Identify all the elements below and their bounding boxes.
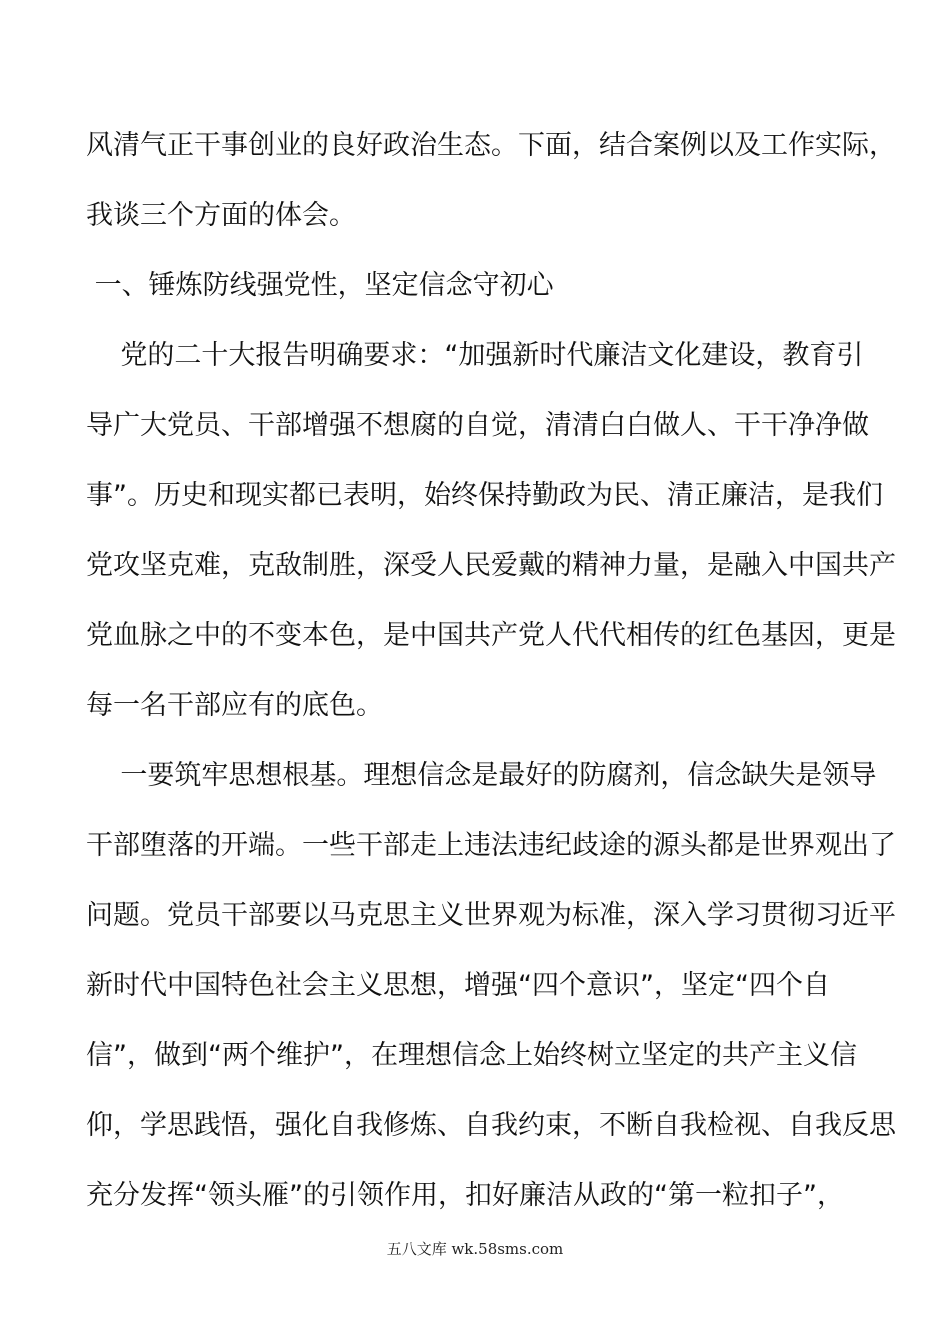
text-line: 新时代中国特色社会主义思想，增强“四个意识”，坚定“四个自: [86, 970, 830, 1001]
text-line: 仰，学思践悟，强化自我修炼、自我约束，不断自我检视、自我反思: [86, 1110, 896, 1141]
text-line: 党血脉之中的不变本色，是中国共产党人代代相传的红色基因，更是: [86, 620, 896, 651]
text-line: 风清气正干事创业的良好政治生态。下面，结合案例以及工作实际，: [86, 130, 896, 161]
text-line: 干部堕落的开端。一些干部走上违法违纪歧途的源头都是世界观出了: [86, 830, 896, 861]
section-heading: 一、锤炼防线强党性，坚定信念守初心: [86, 270, 554, 301]
text-line: 党的二十大报告明确要求：“加强新时代廉洁文化建设，教育引: [86, 340, 864, 371]
text-line: 问题。党员干部要以马克思主义世界观为标准，深入学习贯彻习近平: [86, 900, 896, 931]
text-line: 每一名干部应有的底色。: [86, 690, 383, 721]
text-line: 信”，做到“两个维护”，在理想信念上始终树立坚定的共产主义信: [86, 1040, 857, 1071]
text-line: 充分发挥“领头雁”的引领作用，扣好廉洁从政的“第一粒扣子”，: [86, 1180, 844, 1211]
text-line: 我谈三个方面的体会。: [86, 200, 356, 231]
text-line: 导广大党员、干部增强不想腐的自觉，清清白白做人、干干净净做: [86, 410, 869, 441]
text-line: 事”。历史和现实都已表明，始终保持勤政为民、清正廉洁，是我们: [86, 480, 883, 511]
text-line: 一要筑牢思想根基。理想信念是最好的防腐剂，信念缺失是领导: [86, 760, 877, 791]
text-line: 党攻坚克难，克敌制胜，深受人民爱戴的精神力量，是融入中国共产: [86, 550, 896, 581]
page-footer: 五八文库 wk.58sms.com: [386, 1240, 564, 1258]
